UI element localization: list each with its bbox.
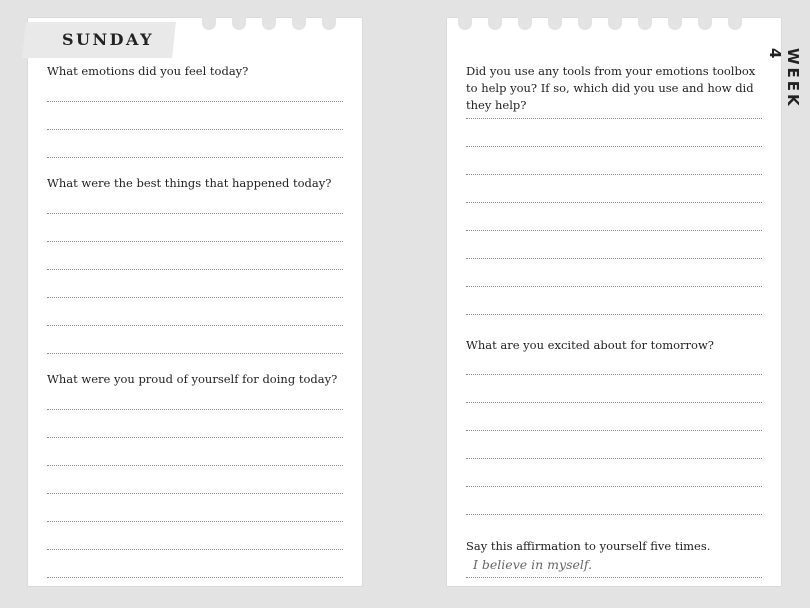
writing-line[interactable] — [47, 353, 343, 354]
writing-line[interactable] — [466, 258, 762, 259]
affirmation-text: I believe in myself. — [473, 557, 593, 572]
writing-line[interactable] — [47, 577, 343, 578]
writing-line[interactable] — [47, 129, 343, 130]
writing-line[interactable] — [466, 374, 762, 375]
binding-holes-left — [202, 6, 352, 32]
binding-hole — [578, 6, 592, 30]
writing-line[interactable] — [47, 157, 343, 158]
writing-line[interactable] — [466, 430, 762, 431]
binding-hole — [668, 6, 682, 30]
writing-line[interactable] — [47, 549, 343, 550]
writing-line[interactable] — [47, 325, 343, 326]
writing-line[interactable] — [47, 297, 343, 298]
binding-hole — [698, 6, 712, 30]
binding-hole — [262, 6, 276, 30]
writing-line[interactable] — [466, 118, 762, 119]
binding-hole — [458, 6, 472, 30]
writing-line[interactable] — [47, 437, 343, 438]
question-excited-tomorrow: What are you excited about for tomorrow? — [466, 338, 714, 352]
binding-hole — [322, 6, 336, 30]
question-emotions: What emotions did you feel today? — [47, 64, 249, 78]
writing-line[interactable] — [466, 146, 762, 147]
writing-line[interactable] — [466, 174, 762, 175]
question-emotions-toolbox: Did you use any tools from your emotions toolbox to help you? If so, which did you use and how did they help? — [466, 64, 756, 112]
writing-line[interactable] — [466, 514, 762, 515]
question-proud: What were you proud of yourself for doing today? — [47, 372, 338, 386]
binding-hole — [728, 6, 742, 30]
binding-holes-right — [458, 6, 758, 32]
binding-hole — [292, 6, 306, 30]
question-affirmation: Say this affirmation to yourself five times. — [466, 539, 711, 553]
day-title: SUNDAY — [62, 30, 155, 49]
writing-line[interactable] — [466, 577, 762, 578]
binding-hole — [518, 6, 532, 30]
binding-hole — [488, 6, 502, 30]
writing-line[interactable] — [47, 269, 343, 270]
writing-line[interactable] — [466, 402, 762, 403]
left-journal-sheet — [28, 18, 362, 586]
writing-line[interactable] — [466, 202, 762, 203]
writing-line[interactable] — [47, 241, 343, 242]
writing-line[interactable] — [466, 286, 762, 287]
binding-hole — [608, 6, 622, 30]
binding-hole — [548, 6, 562, 30]
writing-line[interactable] — [47, 101, 343, 102]
week-label: WEEK 4 — [766, 48, 802, 109]
binding-hole — [202, 6, 216, 30]
writing-line[interactable] — [47, 213, 343, 214]
writing-line[interactable] — [466, 486, 762, 487]
writing-line[interactable] — [47, 493, 343, 494]
writing-line[interactable] — [47, 521, 343, 522]
writing-line[interactable] — [47, 465, 343, 466]
writing-line[interactable] — [466, 314, 762, 315]
binding-hole — [638, 6, 652, 30]
question-best-things: What were the best things that happened today? — [47, 176, 332, 190]
writing-line[interactable] — [466, 230, 762, 231]
binding-hole — [232, 6, 246, 30]
writing-line[interactable] — [466, 458, 762, 459]
writing-line[interactable] — [47, 409, 343, 410]
